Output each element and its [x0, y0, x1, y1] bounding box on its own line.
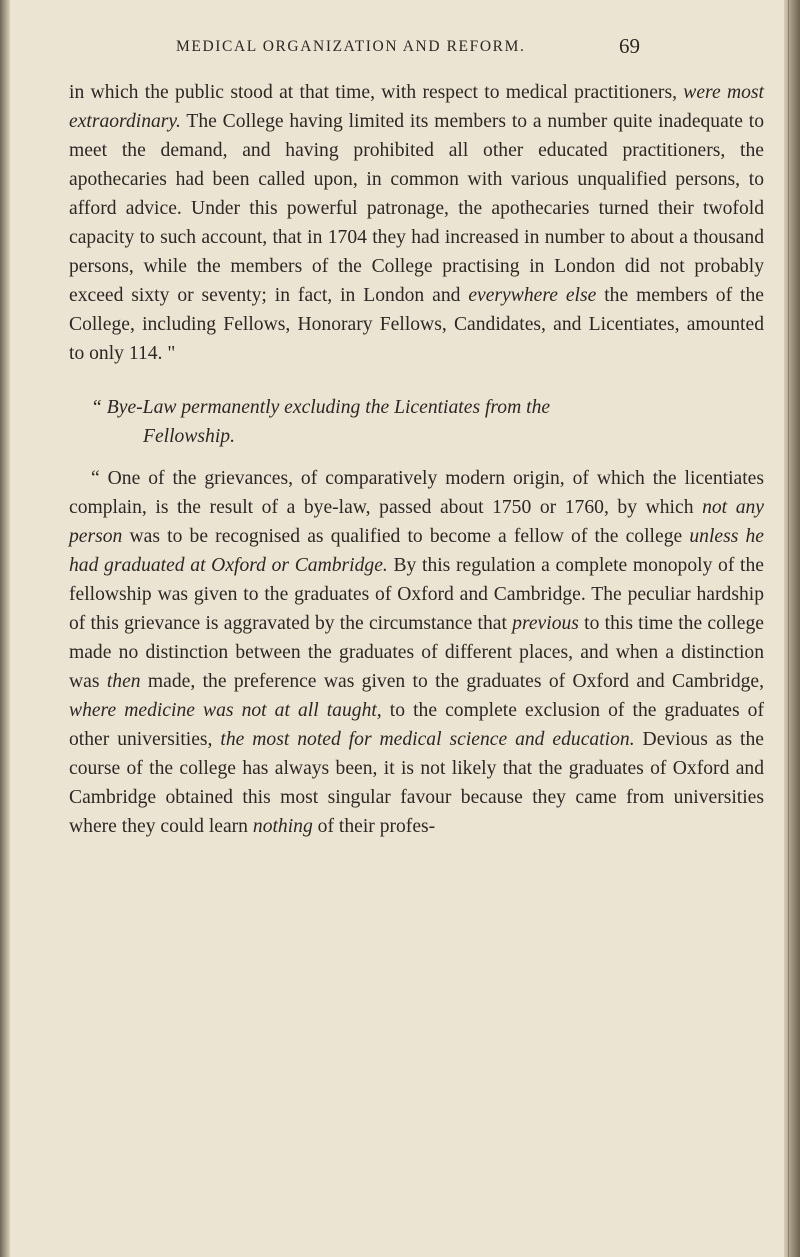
subheading-line-1: Bye-Law permanently excluding the Licentiates from the [106, 397, 551, 418]
subheading-open-quote: “ [91, 397, 107, 418]
running-head [0, 34, 800, 60]
paragraph-2-text-5: made, the preference was given to the graduates of Oxford and Cambridge, [140, 671, 765, 692]
page-binding-edge-left [0, 0, 10, 1257]
paragraph-2-text-4: to this time the college made no distinction between the graduates of different places, and when a distinction was [69, 613, 764, 692]
paragraph-1-text-2: The College having limited its members to a number quite inadequate to meet the demand, and having prohibited all other educated practitioners, the apothecaries had been called upon, in common with various unqualified persons, to afford advice. Under this powerful patronage, the apothecaries turned their twofold capacity to such account, that in 1704 they had increased in number to about a thousand persons, while the members of the College practising in London did not probably exceed sixty or seventy; in fact, in London and [69, 111, 764, 306]
paragraph-2-text-7: Devious as the course of the college has always been, it is not likely that the graduates of Oxford and Cambridge obtained this most singular favour because they came from universities where they could learn [69, 729, 764, 837]
paragraph-2 [69, 464, 764, 841]
running-title: MEDICAL ORGANIZATION AND REFORM. [176, 38, 526, 55]
page-edge-line [788, 0, 789, 1257]
section-subheading [69, 393, 764, 451]
paragraph-2-italic-7: nothing [252, 816, 313, 837]
paragraph-2-text-3: By this regulation a complete monopoly of the fellowship was given to the graduates of Oxford and Cambridge. The peculiar hardship of this grievance is aggravated by the circumstance that [69, 555, 764, 634]
paragraph-2-text-2: was to be recognised as qualified to become a fellow of the college [122, 526, 690, 547]
paragraph-2-italic-4: then [106, 671, 141, 692]
paragraph-1-italic-2: everywhere else [468, 285, 597, 306]
page-edge-right [784, 0, 800, 1257]
body-text [69, 78, 764, 841]
paragraph-2-italic-3: previous [512, 613, 579, 634]
paragraph-2-italic-5: where medicine was not at all taught, [69, 700, 382, 721]
paragraph-1 [69, 78, 764, 368]
paragraph-1-text-3: the members of the College, including Fellows, Honorary Fellows, Candidates, and Licentiates, amounted to only 114. " [69, 285, 764, 364]
paragraph-2-text-8: of their profes- [312, 816, 436, 837]
paragraph-1-italic-1: were most extraordinary. [69, 82, 764, 132]
paragraph-2-italic-2: unless he had graduated at Oxford or Cambridge. [69, 526, 764, 576]
subheading-line-2: Fellowship. [143, 426, 235, 447]
paragraph-2-text-1: “ One of the grievances, of comparatively modern origin, of which the licentiates complain, is the result of a bye-law, passed about 1750 or 1760, by which [69, 468, 764, 518]
paragraph-2-italic-1: not any person [69, 497, 764, 547]
paragraph-2-italic-6: the most noted for medical science and education. [220, 729, 635, 750]
page-number: 69 [619, 34, 640, 58]
paragraph-2-text-6: to the complete exclusion of the graduates of other universities, [69, 700, 764, 750]
paragraph-1-text-1: in which the public stood at that time, with respect to medical practitioners, [69, 82, 684, 103]
